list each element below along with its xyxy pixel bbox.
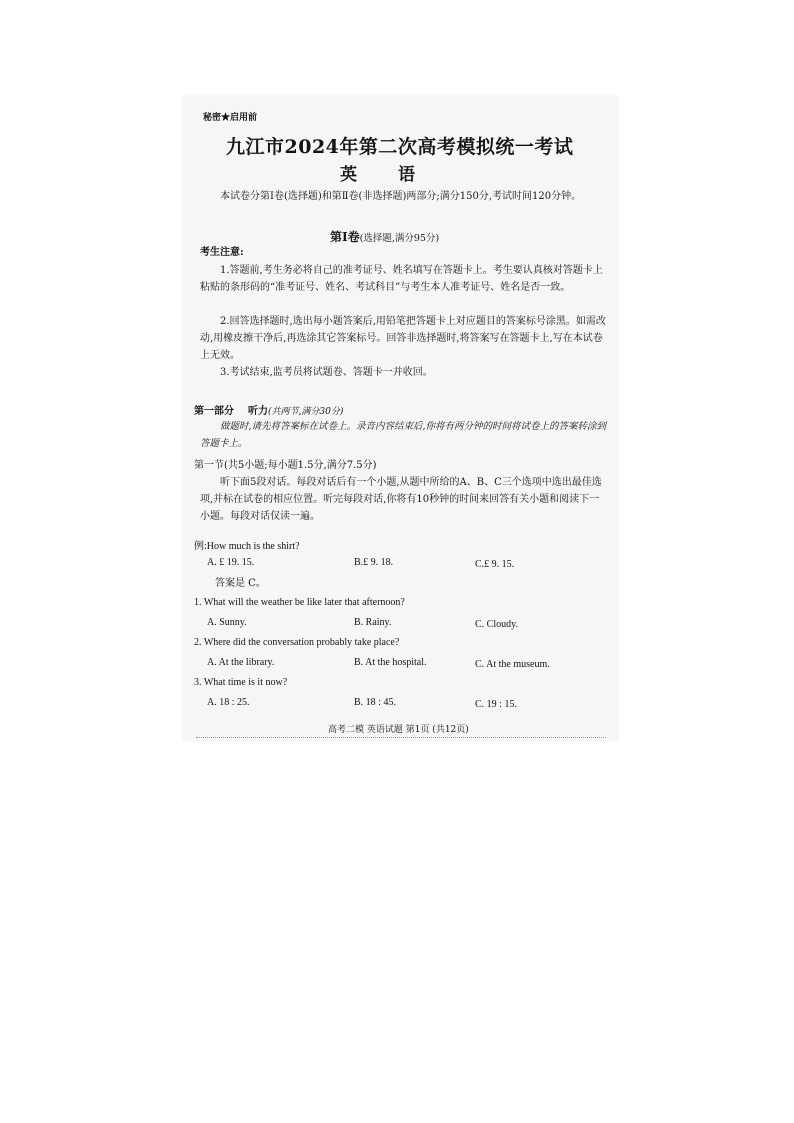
confidential-mark: 秘密★启用前 [203, 113, 258, 123]
part1-title: 听力 [248, 406, 268, 417]
question-1-option-c: C. Cloudy. [475, 619, 518, 630]
question-1: 1. What will the weather be like later that afternoon? [194, 597, 405, 608]
question-2-option-c: C. At the museum. [475, 659, 550, 670]
part1-heading [194, 402, 343, 417]
exam-title: 九江市2024年第二次高考模拟统一考试 [226, 136, 574, 158]
question-2-option-b: B. At the hospital. [354, 657, 427, 668]
example-option-b: B.£ 9. 18. [354, 557, 394, 568]
part1-guide: 做题时,请先将答案标在试卷上。录音内容结束后,你将有两分钟的时间将试卷上的答案转涂到答题卡上。 [200, 421, 607, 449]
question-3-option-c: C. 19 : 15. [475, 699, 517, 710]
subject-char-1: 英 [340, 165, 358, 185]
volume-note: (选择题,满分95分) [359, 233, 440, 244]
notice-item-3: 3.考试结束,监考员将试题卷、答题卡一并收回。 [220, 367, 433, 378]
question-3-option-a: A. 18 : 25. [207, 697, 250, 708]
page-footer: 高考二模 英语试题 第1页 (共12页) [328, 725, 469, 735]
example-option-c: C.£ 9. 15. [475, 559, 515, 570]
exam-intro: 本试卷分第Ⅰ卷(选择题)和第Ⅱ卷(非选择题)两部分;满分150分,考试时间120分钟。 [220, 191, 582, 202]
question-3-option-b: B. 18 : 45. [354, 697, 396, 708]
example-option-a: A. £ 19. 15. [207, 557, 255, 568]
example-question: 例:How much is the shirt? [194, 541, 300, 552]
example-answer: 答案是 C。 [215, 578, 266, 589]
question-1-option-b: B. Rainy. [354, 617, 392, 628]
notice-title: 考生注意: [200, 247, 244, 258]
notice-item-1: 1.答题前,考生务必将自己的准考证号、姓名填写在答题卡上。考生要认真核对答题卡上粘贴的条形码的“准考证号、姓名、考试科目”与考生本人准考证号、姓名是否一致。 [200, 265, 603, 293]
section1-title: 第一节(共5小题;每小题1.5分,满分7.5分) [194, 460, 377, 471]
volume-title: 第Ⅰ卷 [330, 230, 360, 244]
question-2: 2. Where did the conversation probably take place? [194, 637, 400, 648]
section1-instruction: 听下面5段对话。每段对话后有一个小题,从题中所给的A、B、C三个选项中选出最佳选项,并标在试卷的相应位置。听完每段对话,你将有10秒钟的时间来回答有关小题和阅读下一小题。每段对话仅读一遍。 [200, 477, 602, 522]
question-2-option-a: A. At the library. [207, 657, 275, 668]
footer-divider [196, 737, 606, 738]
volume-heading [330, 228, 439, 245]
question-1-option-a: A. Sunny. [207, 617, 247, 628]
part1-note: (共两节,满分30分) [268, 407, 344, 417]
part1-name: 第一部分 [194, 406, 234, 417]
question-3: 3. What time is it now? [194, 677, 288, 688]
subject-title [340, 160, 416, 185]
notice-item-2: 2.回答选择题时,选出每小题答案后,用铅笔把答题卡上对应题目的答案标号涂黑。如需改动,用橡皮擦干净后,再选涂其它答案标号。回答非选择题时,将答案写在答题卡上,写在本试卷上无效。 [200, 316, 606, 361]
subject-char-2: 语 [398, 165, 416, 185]
